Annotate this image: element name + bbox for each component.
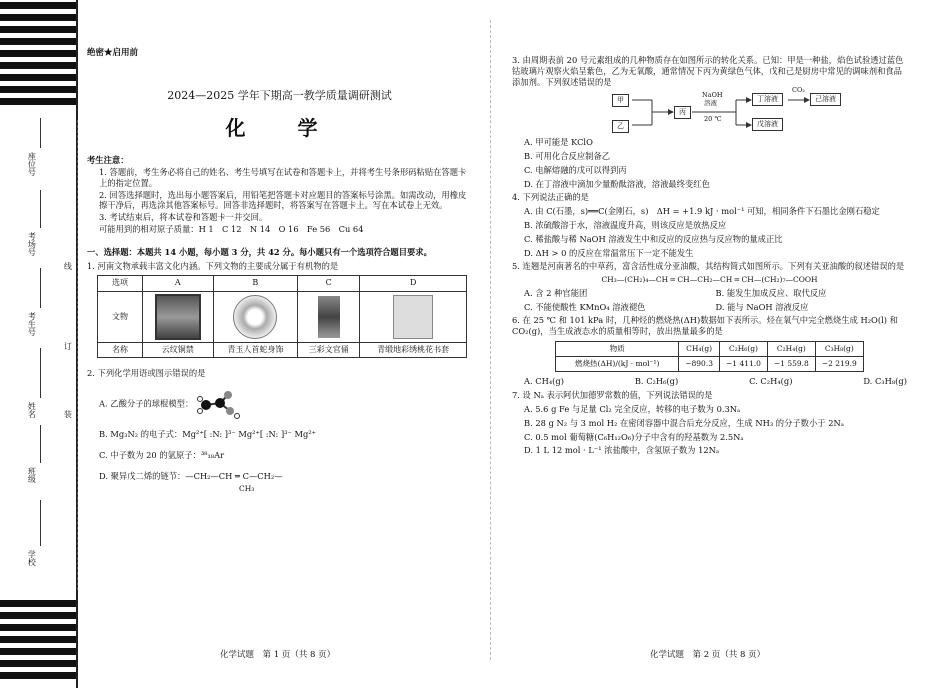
question-7-option-b: B. 28 g N₂ 与 3 mol H₂ 在密闭容器中混合后充分反应，生成 NH₃ 的分子数小于 2Nₐ <box>524 417 844 428</box>
bottom-stripes <box>0 600 78 688</box>
node-wu: 戊溶液 <box>752 118 783 131</box>
node-yi: 乙 <box>612 120 629 133</box>
substance-ch4: CH₄(g) <box>679 342 720 357</box>
question-6-option-c: C. C₂H₄(g) <box>749 375 793 386</box>
node-jia: 甲 <box>612 94 629 107</box>
substance-c3h8: C₃H₈(g) <box>815 342 863 357</box>
binding-staple-char: 订 <box>63 342 73 350</box>
page-2 <box>512 52 907 459</box>
note-2: 2. 回答选择题时，选出每小题答案后，用铅笔把答题卡对应题目的答案标号涂黑。如需改动，用橡皮擦干净后，再选涂其他答案标号。回答非选择题时，将答案写在答题卡上。写在本试卷上无效。 <box>99 189 467 211</box>
question-2: 2. 下列化学用语或图示错误的是 <box>87 368 206 379</box>
temperature-label: 20 ℃ <box>704 115 722 124</box>
linoleic-acid-formula: CH₃—(CH₂)₄—CH ═ CH—CH₂—CH ═ CH—(CH₂)₇—COOH <box>601 275 818 285</box>
question-6-option-d: D. C₃H₈(g) <box>863 375 907 386</box>
node-ding: 丁溶液 <box>752 93 783 106</box>
page-divider <box>490 20 491 660</box>
option-b: B <box>213 276 297 291</box>
notes-heading: 考生注意： <box>87 155 129 166</box>
notes <box>87 167 472 235</box>
question-6-option-b: B. C₂H₆(g) <box>634 375 679 386</box>
isoprene-methyl-group: CH₃ <box>239 484 255 494</box>
artifact-name-b: 青玉人首蛇身饰 <box>213 342 297 357</box>
question-3: 3. 由周期表前 20 号元素组成的几种物质存在如图所示的转化关系。已知：甲是一种盐，焰色试验透过蓝色钴玻璃片观察火焰呈紫色，乙为无氧酸，通常情况下丙为黄绿色气体，戊和己是厨房中常见的调味剂和食品添加剂。下列叙述错误的是 <box>512 55 904 87</box>
page-1-footer: 化学试题 第 1 页（共 8 页） <box>220 650 336 660</box>
embroidery-artifact-image <box>393 295 433 339</box>
question-4-option-a: A. 由 C(石墨，s)══C(金刚石，s) ΔH = +1.9 kJ · mol⁻¹ 可知，相同条件下石墨比金刚石稳定 <box>524 206 880 217</box>
question-2-option-d: D. 聚异戊二烯的链节：—CH₂—CH ═ C—CH₂— <box>99 470 283 481</box>
question-2-option-a: A. 乙酸分子的球棍模型： <box>99 389 472 419</box>
page-2-footer: 化学试题 第 2 页（共 8 页） <box>650 650 766 660</box>
figurine-artifact-image <box>318 296 340 338</box>
option-d: D <box>360 276 467 291</box>
heat-c3h8: −2 219.9 <box>815 356 863 371</box>
combustion-heat-table <box>555 341 864 372</box>
co2-label: CO₂ <box>792 86 805 95</box>
question-5-option-d: D. 能与 NaOH 溶液反应 <box>715 301 809 312</box>
note-1: 1. 答题前，考生务必将自己的姓名、考生号填写在试卷和答题卡上，并将考生号条形码粘贴在答题卡上的指定位置。 <box>99 167 467 188</box>
question-6: 6. 在 25 ℃ 和 101 kPa 时，几种烃的燃烧热(ΔH)数据如下表所示。烃在氧气中完全燃烧生成 H₂O(l) 和 CO₂(g)，当生成液态水的质量相等时，放出热量最多的是 <box>512 315 898 337</box>
table-header-artifact: 文物 <box>98 291 143 342</box>
section-heading: 一、选择题：本题共 14 小题，每小题 3 分，共 42 分。每小题只有一个选项符合题目要求。 <box>87 246 432 257</box>
class-label: 班级 <box>27 467 37 483</box>
substance-c2h6: C₂H₆(g) <box>720 342 768 357</box>
binding-dashed-line <box>77 120 78 590</box>
confidential-mark: 绝密★启用前 <box>87 48 139 58</box>
solution-label: 溶液 <box>704 99 717 108</box>
option-c: C <box>298 276 360 291</box>
question-7-option-a: A. 5.6 g Fe 与足量 Cl₂ 完全反应，转移的电子数为 0.3Nₐ <box>524 404 741 415</box>
heat-c2h6: −1 411.0 <box>720 356 768 371</box>
jade-artifact-image <box>233 295 277 339</box>
question-7-option-c: C. 0.5 mol 葡萄糖(C₆H₁₂O₆)分子中含有的羟基数为 2.5Nₐ <box>524 431 744 442</box>
question-5: 5. 连翘是河南著名的中草药，富含活性成分亚油酸，其结构简式如图所示。下列有关亚油酸的叙述错误的是 <box>512 261 905 272</box>
question-3-option-c: C. 电解熔融的戊可以得到丙 <box>524 164 627 175</box>
question-3-option-a: A. 甲可能是 KClO <box>524 137 593 148</box>
binding-bind-char: 装 <box>63 410 73 418</box>
question-2-option-c: C. 中子数为 20 的氩原子：³⁸₁₈Ar <box>99 449 225 460</box>
name-label: 姓名 <box>27 402 37 418</box>
question-4-option-c: C. 稀盐酸与稀 NaOH 溶液发生中和反应的反应热与反应物的量成正比 <box>524 233 783 244</box>
question-4: 4. 下列说法正确的是 <box>512 192 589 203</box>
top-stripes <box>0 0 78 110</box>
question-7: 7. 设 Nₐ 表示阿伏加德罗常数的值，下列说法错误的是 <box>512 390 713 401</box>
subject-title: 化 学 <box>225 116 334 141</box>
substance-c2h4: C₂H₄(g) <box>767 342 815 357</box>
note-3: 3. 考试结束后，将本试卷和答题卡一并交回。 <box>99 212 268 223</box>
option-a: A <box>143 276 214 291</box>
question-4-option-b: B. 浓硫酸溶于水，溶液温度升高，则该反应是放热反应 <box>524 220 727 231</box>
seat-number-label: 座位号 <box>27 152 37 176</box>
question-7-option-d: D. 1 L 12 mol · L⁻¹ 浓盐酸中，含氢原子数为 12Nₐ <box>524 445 720 456</box>
exam-title: 2024—2025 学年下期高一教学质量调研测试 <box>167 89 392 103</box>
exam-room-label: 考场号 <box>27 232 37 256</box>
conversion-diagram <box>612 86 907 134</box>
heat-c2h4: −1 559.8 <box>767 356 815 371</box>
question-2-option-b: B. Mg₃N₂ 的电子式：Mg²⁺[ :N: ]³⁻ Mg²⁺[ :N: ]³⁻ Mg²⁺ <box>99 428 317 439</box>
table-header-name: 名称 <box>98 342 143 357</box>
diagram-arrows <box>612 90 842 134</box>
bronze-artifact-image <box>155 294 201 340</box>
node-bing: 丙 <box>674 106 691 119</box>
binding-line-char: 线 <box>63 262 73 270</box>
node-ji: 己溶液 <box>810 93 841 106</box>
school-label: 学校 <box>27 550 37 566</box>
question-5-option-a: A. 含 2 种官能团 <box>524 287 588 298</box>
acetic-acid-model-icon <box>196 389 244 419</box>
question-3-option-d: D. 在丁溶液中滴加少量酚酞溶液，溶液最终变红色 <box>524 178 710 189</box>
page-1 <box>87 48 472 494</box>
artifact-name-d: 青缎地彩绣桃花书套 <box>360 342 467 357</box>
question-4-option-d: D. ΔH > 0 的反应在常温常压下一定不能发生 <box>524 247 694 258</box>
question-3-option-b: B. 可用化合反应制备乙 <box>524 151 611 162</box>
question-1: 1. 河南文物承载丰富文化内涵。下列文物的主要成分属于有机物的是 <box>87 260 339 271</box>
heat-header-value: 燃烧热(ΔH)/(kJ · mol⁻¹) <box>556 356 679 371</box>
atomic-masses: 可能用到的相对原子质量：H 1 C 12 N 14 O 16 Fe 56 Cu 64 <box>99 224 364 235</box>
heat-header-substance: 物质 <box>556 342 679 357</box>
candidate-number-label: 考生号 <box>27 312 37 336</box>
naoh-label: NaOH <box>702 91 723 100</box>
heat-ch4: −890.3 <box>679 356 720 371</box>
table-header-option: 选项 <box>98 276 143 291</box>
artifact-name-a: 云纹铜禁 <box>143 342 214 357</box>
artifact-table <box>97 275 467 358</box>
question-5-option-c: C. 不能使酸性 KMnO₄ 溶液褪色 <box>524 301 646 312</box>
artifact-name-c: 三彩文官俑 <box>298 342 360 357</box>
question-5-option-b: B. 能发生加成反应、取代反应 <box>715 287 827 298</box>
question-6-option-a: A. CH₄(g) <box>524 375 564 386</box>
